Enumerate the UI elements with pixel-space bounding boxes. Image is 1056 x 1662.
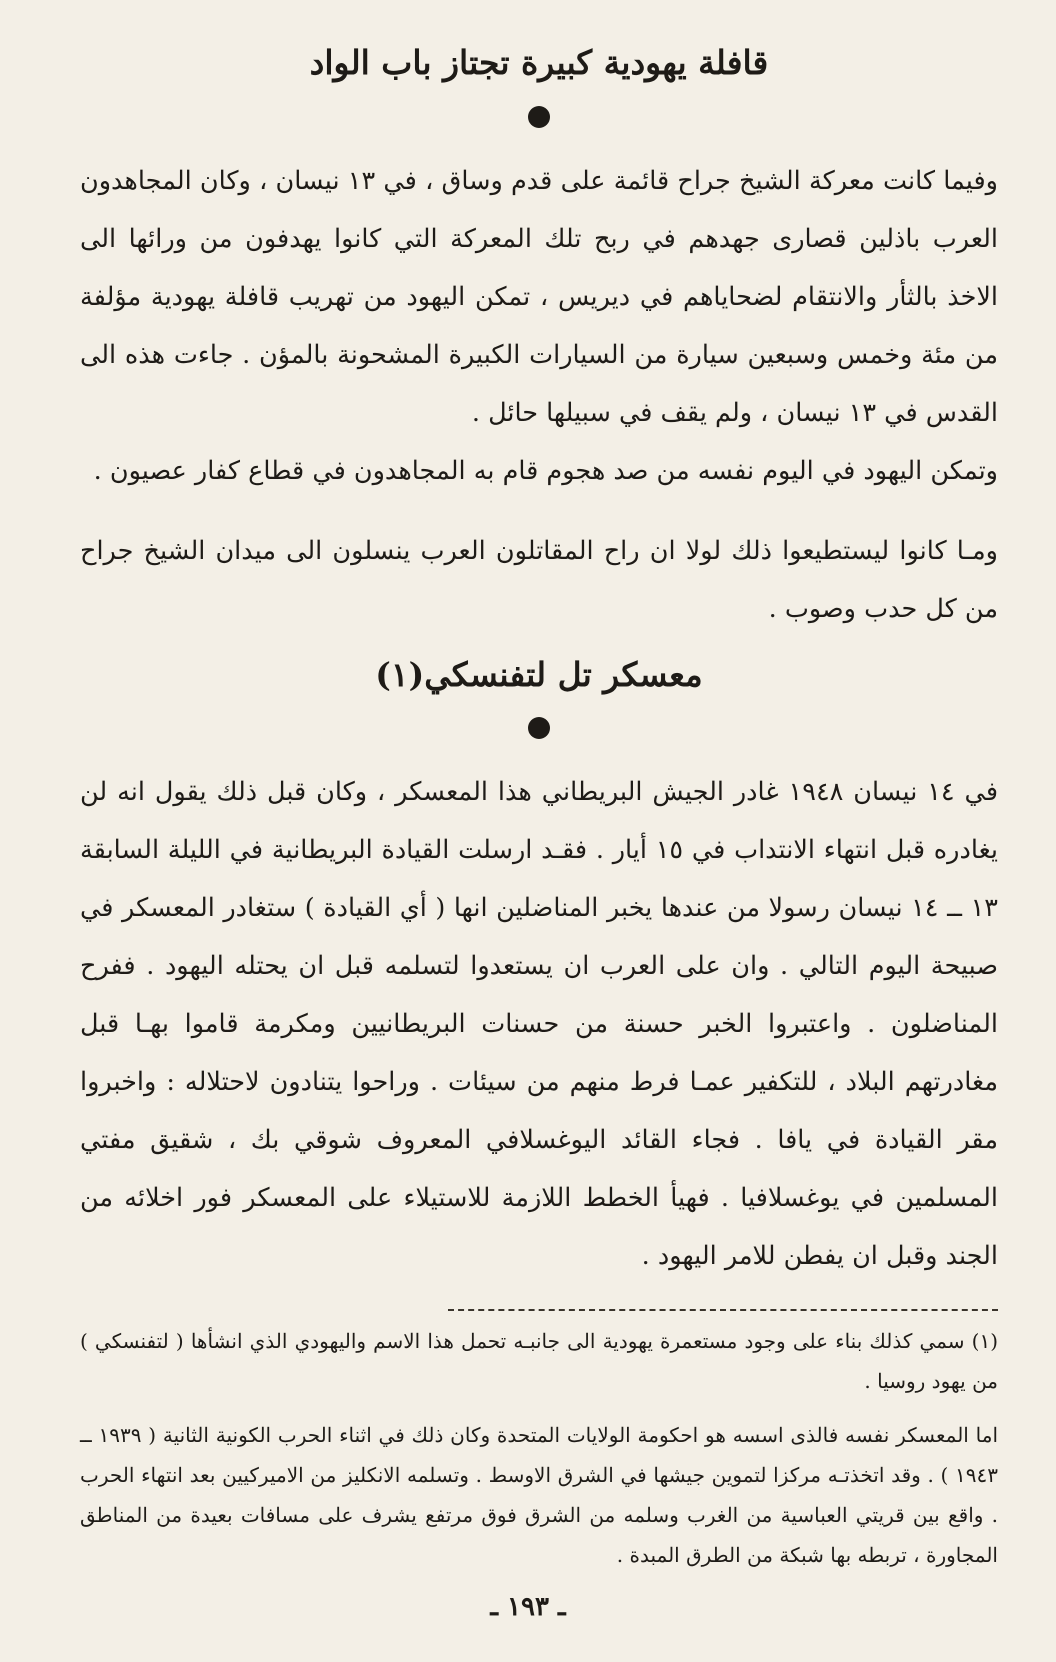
bullet-marker (528, 106, 550, 128)
bullet-marker (528, 717, 550, 739)
section-title-caravan: قافلة يهودية كبيرة تجتاز باب الواد (309, 43, 769, 82)
footnote-2: اما المعسكر نفسه فالذى اسسه هو احكومة الولايات المتحدة وكان ذلك في اثناء الحرب الكونية الثانية ( ١٩٣٩ ــ ١٩٤٣ ) . وقد اتخذتـه مركزا لتموين جيشها في الشرق الاوسط . وتسلمه الانكليز من الاميركيين بعد انتهاء الحرب . واقع بين قريتي العباسية من الغرب وسلمه من الشرق فوق مرتفع يشرف على مسافات بعيدة من المناطق المجاورة ، تربطه بها شبكة من الطرق المبدة . (80, 1423, 999, 1567)
footnote-divider (448, 1309, 998, 1311)
section-title-camp (80, 650, 998, 700)
footnote-marker: (١) (375, 654, 425, 694)
paragraph-camp-1: في ١٤ نيسان ١٩٤٨ غادر الجيش البريطاني هذا المعسكر ، وكان قبل ذلك يقول انه لن يغادره قبل انتهاء الانتداب في ١٥ أيار . فقـد ارسلت القيادة البريطانية في الليلة السابقة ١٣ ــ ١٤ نيسان رسولا من عندها يخبر المناضلين انها ( أي القيادة ) ستغادر المعسكر في صبيحة اليوم التالي . وان على العرب ان يستعدوا لتسلمه قبل ان يحتله اليهود . ففرح المناضلون . واعتبروا الخبر حسنة من حسنات البريطانيين ومكرمة قاموا بهـا قبل مغادرتهم البلاد ، للتكفير عمـا فرط منهم من سيئات . وراحوا يتنادون لاحتلاله : واخبروا مقر القيادة في يافا . فجاء القائد اليوغسلافي المعروف شوقي بك ، شقيق مفتي المسلمين في يوغسلافيا . فهيأ الخطط اللازمة للاستيلاء على المعسكر فور اخلائه من الجند وقبل ان يفطن للامر اليهود . (80, 777, 999, 1271)
page-number: ـ ١٩٣ ـ (490, 1592, 566, 1622)
footnote-1: (١) سمي كذلك بناء على وجود مستعمرة يهودية الى جانبـه تحمل هذا الاسم واليهودي الذي انشأها ( لتفنسكي ) من يهود روسيا . (80, 1329, 998, 1393)
section-title-camp-text: معسكر تل لتفنسكي (424, 654, 703, 694)
paragraph-caravan-1: وفيما كانت معركة الشيخ جراح قائمة على قدم وساق ، في ١٣ نيسان ، وكان المجاهدون العرب باذلين قصارى جهدهم في ربح تلك المعركة التي كانوا يهدفون من ورائها الى الاخذ بالثأر والانتقام لضحاياهم في ديريس ، تمكن اليهود من تهريب قافلة يهودية مؤلفة من مئة وخمس وسبعين سيارة من السيارات الكبيرة المشحونة بالمؤن . جاءت هذه الى القدس في ١٣ نيسان ، ولم يقف في سبيلها حائل . (80, 165, 998, 428)
paragraph-caravan-3: ومـا كانوا ليستطيعوا ذلك لولا ان راح المقاتلون العرب ينسلون الى ميدان الشيخ جراح من كل حدب وصوب . (80, 535, 998, 624)
paragraph-caravan-2: وتمكن اليهود في اليوم نفسه من صد هجوم قام به المجاهدون في قطاع كفار عصيون . (93, 455, 998, 486)
